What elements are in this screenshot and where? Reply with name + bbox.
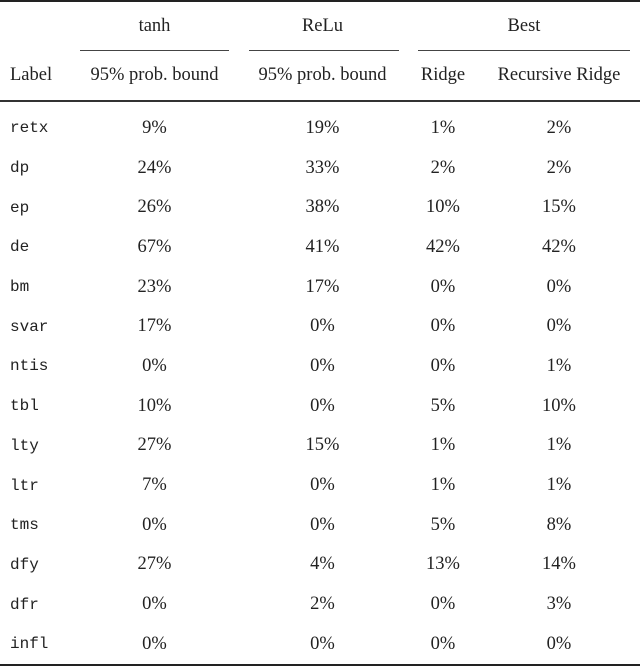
row-label: tms [10, 516, 39, 535]
group-label: ReLu [301, 15, 344, 36]
ridge-cell: 0% [430, 316, 456, 337]
column-header-ridge: Ridge [420, 64, 466, 85]
table-row [0, 426, 640, 466]
table-row [0, 624, 640, 664]
column-header-row [0, 50, 640, 100]
cmidrule [418, 50, 630, 51]
tanh-bound-cell: 27% [137, 435, 172, 456]
tanh-bound-cell: 23% [137, 276, 172, 297]
tanh-bound-cell: 27% [137, 554, 172, 575]
group-label: tanh [138, 15, 171, 36]
tanh-bound-cell: 9% [142, 117, 167, 138]
recursive-ridge-cell: 8% [546, 514, 572, 535]
column-header-label: Label [10, 64, 53, 85]
tanh-bound-cell: 26% [137, 197, 172, 218]
row-label: svar [10, 317, 49, 336]
row-label: ntis [10, 357, 49, 376]
relu-bound-cell: 33% [305, 157, 340, 178]
table-body [0, 109, 640, 665]
ridge-cell: 5% [430, 514, 456, 535]
column-header-tanh-bound: 95% prob. bound [90, 64, 219, 85]
group-header-relu [237, 2, 408, 50]
tanh-bound-cell: 67% [137, 236, 172, 257]
recursive-ridge-cell: 3% [546, 594, 572, 615]
table-row [0, 347, 640, 387]
recursive-ridge-cell: 1% [546, 475, 572, 496]
column-header-recursive-ridge: Recursive Ridge [497, 64, 621, 85]
relu-bound-cell: 4% [310, 554, 335, 575]
table-row [0, 545, 640, 585]
group-header-tanh [72, 2, 237, 50]
row-label: dfy [10, 555, 39, 574]
recursive-ridge-cell: 1% [546, 355, 572, 376]
recursive-ridge-cell: 2% [546, 157, 572, 178]
row-label: de [10, 238, 30, 257]
ridge-cell: 0% [430, 276, 456, 297]
tanh-bound-cell: 17% [137, 316, 172, 337]
row-label: dp [10, 159, 30, 178]
relu-bound-cell: 17% [305, 276, 340, 297]
row-label: tbl [10, 397, 39, 416]
recursive-ridge-cell: 2% [546, 117, 572, 138]
table-row [0, 188, 640, 228]
relu-bound-cell: 0% [310, 633, 335, 654]
empty-header [0, 2, 72, 50]
row-label: ltr [10, 476, 39, 495]
relu-bound-cell: 0% [310, 395, 335, 416]
ridge-cell: 0% [430, 594, 456, 615]
row-label: ep [10, 198, 30, 217]
bottom-rule [0, 664, 640, 666]
ridge-cell: 0% [430, 633, 456, 654]
relu-bound-cell: 0% [310, 514, 335, 535]
tanh-bound-cell: 24% [137, 157, 172, 178]
table-row [0, 386, 640, 426]
ridge-cell: 42% [426, 236, 460, 257]
relu-bound-cell: 19% [305, 117, 340, 138]
relu-bound-cell: 15% [305, 435, 340, 456]
recursive-ridge-cell: 42% [542, 236, 576, 257]
recursive-ridge-cell: 15% [542, 197, 576, 218]
group-header-best [408, 2, 640, 50]
recursive-ridge-cell: 14% [542, 554, 576, 575]
relu-bound-cell: 0% [310, 475, 335, 496]
tanh-bound-cell: 7% [142, 475, 167, 496]
recursive-ridge-cell: 10% [542, 395, 576, 416]
ridge-cell: 5% [430, 395, 456, 416]
table-row [0, 109, 640, 149]
relu-bound-cell: 41% [305, 236, 340, 257]
ridge-cell: 1% [430, 475, 456, 496]
relu-bound-cell: 38% [305, 197, 340, 218]
group-header-row [0, 2, 640, 50]
tanh-bound-cell: 0% [142, 594, 167, 615]
recursive-ridge-cell: 0% [546, 316, 572, 337]
table-row [0, 466, 640, 506]
table-row [0, 307, 640, 347]
row-label: lty [10, 436, 39, 455]
cmidrule [80, 50, 229, 51]
row-label: dfr [10, 595, 39, 614]
column-header-relu-bound: 95% prob. bound [258, 64, 387, 85]
ridge-cell: 1% [430, 117, 456, 138]
tanh-bound-cell: 0% [142, 355, 167, 376]
recursive-ridge-cell: 0% [546, 633, 572, 654]
table-row [0, 585, 640, 625]
tanh-bound-cell: 10% [137, 395, 172, 416]
tanh-bound-cell: 0% [142, 514, 167, 535]
ridge-cell: 2% [430, 157, 456, 178]
recursive-ridge-cell: 0% [546, 276, 572, 297]
ridge-cell: 10% [426, 197, 460, 218]
relu-bound-cell: 0% [310, 355, 335, 376]
row-label: bm [10, 278, 30, 297]
table-row [0, 267, 640, 307]
ridge-cell: 13% [426, 554, 460, 575]
table-row [0, 148, 640, 188]
ridge-cell: 1% [430, 435, 456, 456]
relu-bound-cell: 0% [310, 316, 335, 337]
tanh-bound-cell: 0% [142, 633, 167, 654]
row-label: infl [10, 635, 49, 654]
ridge-cell: 0% [430, 355, 456, 376]
row-label: retx [10, 119, 49, 138]
table-row [0, 505, 640, 545]
relu-bound-cell: 2% [310, 594, 335, 615]
recursive-ridge-cell: 1% [546, 435, 572, 456]
table-row [0, 228, 640, 268]
cmidrule [249, 50, 399, 51]
group-label: Best [507, 15, 541, 36]
